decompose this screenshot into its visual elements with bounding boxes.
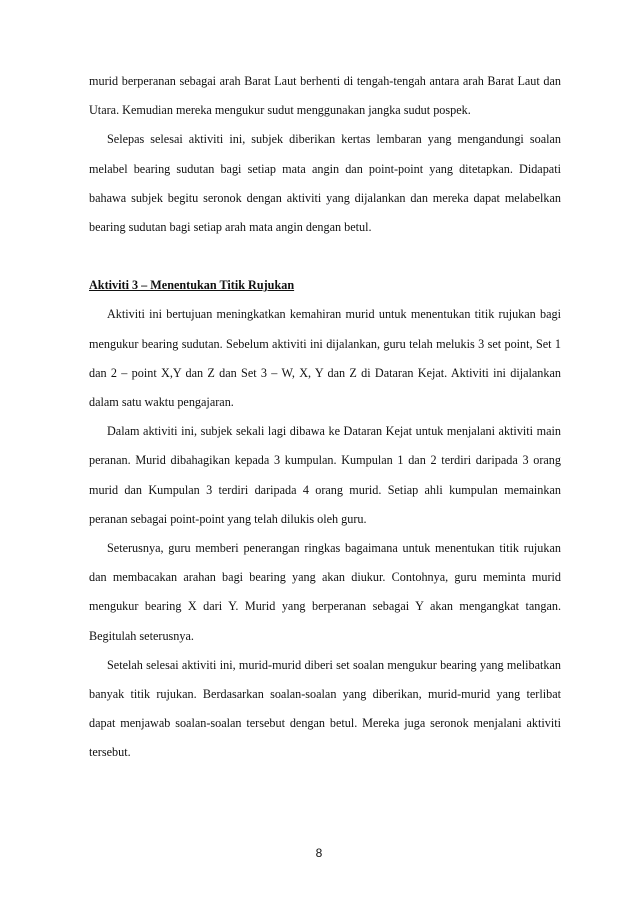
page-number: 8: [315, 846, 323, 860]
paragraph: Setelah selesai aktiviti ini, murid-murid diberi set soalan mengukur bearing yang melibatkan banyak titik rujukan. Berdasarkan soalan-soalan yang diberikan, murid-murid yang terlibat dapat menjawab soalan-soalan tersebut dengan betul. Mereka juga seronok menjalani aktiviti tersebut.: [89, 657, 561, 760]
paragraph-continuation: murid berperanan sebagai arah Barat Laut berhenti di tengah-tengah antara arah Barat Laut dan Utara. Kemudian mereka mengukur sudut menggunakan jangka sudut pospek.: [89, 74, 561, 118]
paragraph: Selepas selesai aktiviti ini, subjek diberikan kertas lembaran yang mengandungi soalan melabel bearing sudutan bagi setiap mata angin dan point-point yang ditetapkan. Didapati bahawa subjek begitu seronok dengan aktiviti yang dijalankan dan mereka dapat melabelkan bearing sudutan bagi setiap arah mata angin dengan betul.: [89, 132, 561, 235]
document-body: [89, 67, 561, 768]
section-heading: Aktiviti 3 – Menentukan Titik Rujukan: [89, 278, 295, 293]
paragraph: Aktiviti ini bertujuan meningkatkan kemahiran murid untuk menentukan titik rujukan bagi mengukur bearing sudutan. Sebelum aktiviti ini dijalankan, guru telah melukis 3 set point, Set 1 dan 2 – point X,Y dan Z dan Set 3 – W, X, Y dan Z di Dataran Kejat. Aktiviti ini dijalankan dalam satu waktu pengajaran.: [89, 307, 561, 410]
paragraph: Dalam aktiviti ini, subjek sekali lagi dibawa ke Dataran Kejat untuk menjalani aktiviti main peranan. Murid dibahagikan kepada 3 kumpulan. Kumpulan 1 dan 2 terdiri daripada 3 orang murid dan Kumpulan 3 terdiri daripada 4 orang murid. Setiap ahli kumpulan memainkan peranan sebagai point-point yang telah dilukis oleh guru.: [89, 424, 561, 526]
paragraph: Seterusnya, guru memberi penerangan ringkas bagaimana untuk menentukan titik rujukan dan membacakan arahan bagi bearing yang akan diukur. Contohnya, guru meminta murid mengukur bearing X dari Y. Murid yang berperanan sebagai Y akan mengangkat tangan. Begitulah seterusnya.: [89, 541, 561, 643]
